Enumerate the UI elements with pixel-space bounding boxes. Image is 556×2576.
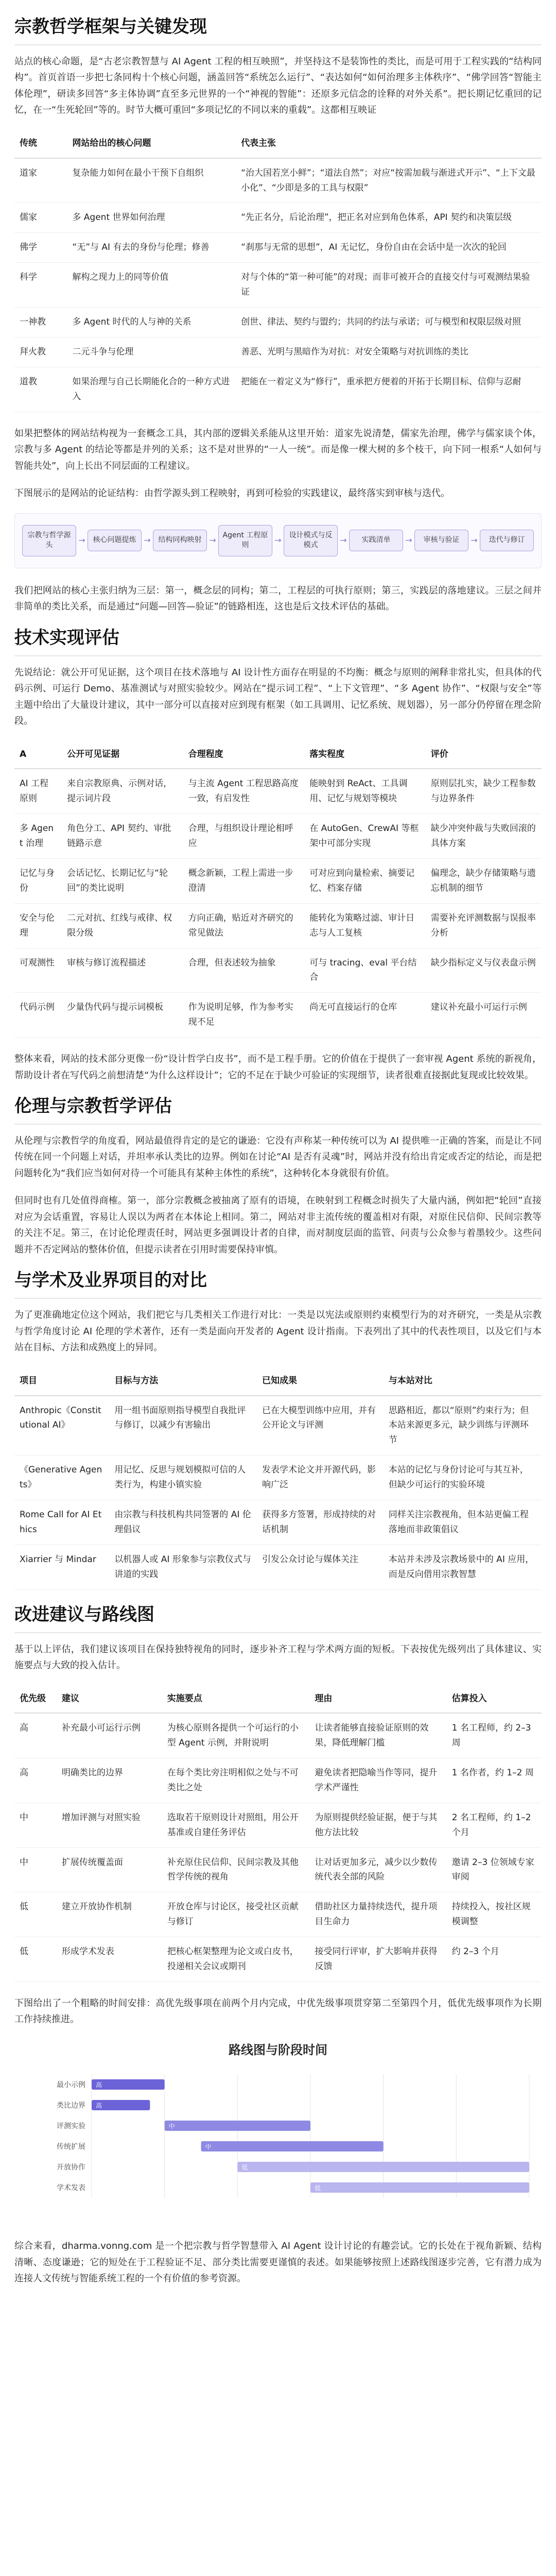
table-cell: 本站的记忆与身份讨论可与其互补，但缺少可运行的实验环境 [384, 1455, 542, 1500]
table-cell: 同样关注宗教视角，但本站更偏工程落地而非政策倡议 [384, 1500, 542, 1545]
table-cell: 增加评测与对照实验 [57, 1803, 162, 1848]
table-cell: 把核心框架整理为论文或白皮书，投递相关会议或期刊 [162, 1937, 310, 1982]
table-row [14, 858, 542, 903]
gantt-bar [201, 2141, 384, 2151]
table-cell: Anthropic《Constitutional AI》 [14, 1396, 109, 1455]
table-cell: 中 [14, 1803, 57, 1848]
table-cell: 2 名工程师，约 1–2 个月 [447, 1803, 542, 1848]
table-cell: 合理，与组织设计理论相呼应 [183, 814, 305, 859]
column-header: 与本站对比 [384, 1367, 542, 1396]
column-header: 落实程度 [304, 741, 426, 769]
table-cell: 道教 [14, 367, 67, 412]
flow-arrow-icon: → [78, 535, 85, 546]
roadmap-section [14, 1603, 542, 2287]
table-cell: 补充最小可运行示例 [57, 1713, 162, 1758]
gantt-bar [92, 2079, 165, 2090]
table-row [14, 233, 542, 263]
table-cell: Xiarrier 与 Mindar [14, 1545, 109, 1589]
flow-step: 审核与验证 [414, 530, 468, 551]
table-cell: 缺少冲突仲裁与失败回滚的具体方案 [426, 814, 542, 859]
table-cell: 中 [14, 1848, 57, 1892]
table-cell: 尚无可直接运行的仓库 [304, 993, 426, 1038]
column-header: 理由 [309, 1685, 446, 1714]
table-cell: “无”与 AI 有去的身份与伦理；修善 [67, 233, 236, 263]
table-row [14, 1455, 542, 1500]
table-cell: 借助社区力量持续迭代，提升项目生命力 [309, 1892, 446, 1937]
table-cell: 扩展传统覆盖面 [57, 1848, 162, 1892]
argument-flow-diagram [14, 513, 542, 568]
table-cell: 代码示例 [14, 993, 62, 1038]
gantt-category-label: 最小示例 [57, 2080, 85, 2089]
roadmap-title: 改进建议与路线图 [14, 1603, 542, 1633]
table-cell: AI 工程原则 [14, 769, 62, 814]
table-cell: 在每个类比旁注明相似之处与不可类比之处 [162, 1758, 310, 1803]
flow-arrow-icon: → [274, 535, 282, 546]
closing-paragraph: 综合来看，dharma.vonng.com 是一个把宗教与哲学智慧带入 AI Agent 设计讨论的有趣尝试。它的长处在于视角新颖、结构清晰、态度谦逊；它的短处在于工程验证不足、部分类比需要更谨慎的表述。如果能够按照上述路线图逐步完善，它有潜力成为连接人文传统与智能系统工程的一个有价值的参考资源。 [14, 2241, 542, 2284]
framework-title: 宗教哲学框架与关键发现 [14, 15, 542, 45]
column-header: 合理程度 [183, 741, 305, 769]
flow-step: 迭代与修订 [480, 530, 534, 551]
column-header: 代表主张 [236, 130, 542, 158]
tech-intro: 先说结论：就公开可见证据，这个项目在技术落地与 AI 设计性方面存在明显的不均衡：概念与原则的阐释非常扎实，但具体的代码示例、可运行 Demo、基准测试与对照实验较少。网站在“提示词工程”、“上下文管理”、“多 Agent 协作”、“权限与安全”等主题中给出了大量设计建议，其中一部分可以直接对应到现有框架（如工具调用、记忆系统、规划器），另一部分仍停留在理念阶段。 [14, 667, 542, 727]
table-header-row [14, 741, 542, 769]
table-cell: 可与 tracing、eval 平台结合 [304, 948, 426, 993]
table-row [14, 203, 542, 233]
table-row [14, 158, 542, 203]
table-cell: 儒家 [14, 203, 67, 233]
gantt-priority-label: 低 [241, 2163, 248, 2171]
tech-evaluation-table [14, 741, 542, 1038]
table-cell: 佛学 [14, 233, 67, 263]
gantt-title: 路线图与阶段时间 [229, 2042, 327, 2057]
table-cell: 避免读者把隐喻当作等同，提升学术严谨性 [309, 1758, 446, 1803]
table-cell: 安全与伦理 [14, 903, 62, 948]
table-row [14, 263, 542, 308]
table-cell: 多 Agent 时代的人与神的关系 [67, 307, 236, 337]
table-row [14, 1937, 542, 1982]
table-cell: “先正名分，后论治理”，把正名对应到角色体系，API 契约和决策层级 [236, 203, 542, 233]
framework-section [14, 15, 542, 615]
gantt-priority-label: 中 [168, 2122, 175, 2130]
table-cell: 创世、律法、契约与盟约；共同的约法与承诺；可与模型和权限层级对照 [236, 307, 542, 337]
tech-section [14, 626, 542, 1083]
table-cell: 明确类比的边界 [57, 1758, 162, 1803]
table-cell: 审核与修订流程描述 [62, 948, 183, 993]
table-cell: 低 [14, 1892, 57, 1937]
table-cell: 思路相近，都以“原则”约束行为；但本站来源更多元，缺少训练与评测环节 [384, 1396, 542, 1455]
gantt-category-label: 传统扩展 [57, 2142, 85, 2151]
ethics-title: 伦理与宗教哲学评估 [14, 1095, 542, 1125]
table-cell: 以机器人或 AI 形象参与宗教仪式与讲道的实践 [109, 1545, 257, 1589]
comparison-table [14, 1367, 542, 1590]
table-cell: 可对应到向量检索、摘要记忆、档案存储 [304, 858, 426, 903]
table-cell: 让对话更加多元，减少以少数传统代表全部的风险 [309, 1848, 446, 1892]
column-header: 已知成果 [257, 1367, 384, 1396]
table-cell: 《Generative Agents》 [14, 1455, 109, 1500]
table-cell: 由宗教与科技机构共同签署的 AI 伦理倡议 [109, 1500, 257, 1545]
table-cell: 会话记忆、长期记忆与“轮回”的类比说明 [62, 858, 183, 903]
table-cell: 让读者能够直接验证原则的效果，降低理解门槛 [309, 1713, 446, 1758]
flow-arrow-icon: → [340, 535, 347, 546]
table-row [14, 1758, 542, 1803]
table-cell: 概念新颖，工程上需进一步澄清 [183, 858, 305, 903]
table-row [14, 1713, 542, 1758]
table-cell: 约 2–3 个月 [447, 1937, 542, 1982]
table-cell: 本站并未涉及宗教场景中的 AI 应用，而是反向借用宗教智慧 [384, 1545, 542, 1589]
table-cell: 如果治理与自己长期能化合的一种方式进入 [67, 367, 236, 412]
table-cell: 记忆与身份 [14, 858, 62, 903]
roadmap-para-2: 下图给出了一个粗略的时间安排：高优先级事项在前两个月内完成，中优先级事项贯穿第二至第四个月，低优先级事项作为长期工作持续推进。 [14, 1997, 542, 2025]
table-cell: 二元斗争与伦理 [67, 337, 236, 367]
table-cell: 方向正确，贴近对齐研究的常见做法 [183, 903, 305, 948]
table-cell: 与主流 Agent 工程思路高度一致，有启发性 [183, 769, 305, 814]
table-cell: 可观测性 [14, 948, 62, 993]
table-cell: 一神教 [14, 307, 67, 337]
table-cell: 道家 [14, 158, 67, 203]
table-cell: 形成学术发表 [57, 1937, 162, 1982]
table-row [14, 1396, 542, 1455]
table-cell: 作为说明足够，作为参考实现不足 [183, 993, 305, 1038]
tech-para-2: 整体来看，网站的技术部分更像一份“设计哲学白皮书”，而不是工程手册。它的价值在于提供了一套审视 Agent 系统的新视角，帮助设计者在写代码之前想清楚“为什么这样设计”；它的不足在于缺少可验证的实现细节，读者很难直接据此复现或比较效果。 [14, 1054, 542, 1081]
table-cell: 已在大模型训练中应用，并有公开论文与评测 [257, 1396, 384, 1455]
column-header: 公开可见证据 [62, 741, 183, 769]
table-cell: 把能在一着定义为“修行”，重承把方便着的开拓于长期目标、信仰与忍耐 [236, 367, 542, 412]
gantt-category-label: 评测实验 [57, 2122, 85, 2130]
column-header: 目标与方法 [109, 1367, 257, 1396]
table-cell: 解构之现力上的同等价值 [67, 263, 236, 308]
table-cell: 多 Agent 治理 [14, 814, 62, 859]
table-row [14, 1545, 542, 1589]
table-row [14, 1803, 542, 1848]
flow-arrow-icon: → [209, 535, 216, 546]
table-row [14, 993, 542, 1038]
table-cell: “刹那与无常的思想”，AI 无记忆，身份自由在会话中是一次次的轮回 [236, 233, 542, 263]
table-cell: 少量伪代码与提示词模板 [62, 993, 183, 1038]
gantt-priority-label: 中 [205, 2143, 212, 2150]
flow-step: 核心问题提炼 [88, 530, 142, 551]
table-row [14, 948, 542, 993]
tech-title: 技术实现评估 [14, 626, 542, 656]
flow-step: Agent 工程原则 [218, 525, 272, 556]
roadmap-gantt-chart [14, 2039, 542, 2224]
table-cell: 善恶、光明与黑暗作为对抗：对安全策略与对抗训练的类比 [236, 337, 542, 367]
table-cell: Rome Call for AI Ethics [14, 1500, 109, 1545]
framework-para-4: 我们把网站的核心主张归纳为三层：第一，概念层的同构；第二，工程层的可执行原则；第三，实践层的落地建议。三层之间并非简单的类比关系，而是通过“问题—回答—验证”的链路相连，这也是后文技术评估的基础。 [14, 585, 542, 613]
table-cell: 接受同行评审，扩大影响并获得反馈 [309, 1937, 446, 1982]
academic-section [14, 1269, 542, 1589]
table-cell: 需要补充评测数据与误报率分析 [426, 903, 542, 948]
table-cell: 原则层扎实，缺少工程参数与边界条件 [426, 769, 542, 814]
gantt-priority-label: 高 [96, 2102, 102, 2109]
table-row [14, 814, 542, 859]
traditions-table [14, 130, 542, 412]
ethics-section [14, 1095, 542, 1258]
column-header: 实施要点 [162, 1685, 310, 1714]
table-cell: “治大国若烹小鲜”；“道法自然”；对应“按需加载与渐进式开示”、“上下文最小化”、“少即是多的工具与权限” [236, 158, 542, 203]
flow-arrow-icon: → [144, 535, 151, 546]
table-row [14, 307, 542, 337]
table-cell: 缺少指标定义与仪表盘示例 [426, 948, 542, 993]
gantt-category-label: 类比边界 [57, 2101, 85, 2110]
table-cell: 发表学术论文并开源代码，影响广泛 [257, 1455, 384, 1500]
flow-step: 实践清单 [349, 530, 403, 551]
table-cell: 角色分工、API 契约、审批链路示意 [62, 814, 183, 859]
column-header: 估算投入 [447, 1685, 542, 1714]
roadmap-para-1: 基于以上评估，我们建议该项目在保持独特视角的同时，逐步补齐工程与学术两方面的短板。下表按优先级列出了具体建议、实施要点与大致的投入估计。 [14, 1643, 542, 1671]
academic-title: 与学术及业界项目的对比 [14, 1269, 542, 1299]
ethics-para-1: 从伦理与宗教哲学的角度看，网站最值得肯定的是它的谦逊：它没有声称某一种传统可以为 AI 提供唯一正确的答案，而是让不同传统在同一个问题上对话，并坦率承认类比的边界。例如在讨论“AI 是否有灵魂”时，网站并没有给出肯定或否定的结论，而是把问题转化为“我们应当如何对待一个可能具有某种主体性的系统”，这种转化本身就很有价值。 [14, 1135, 542, 1179]
table-cell: 1 名作者，约 1–2 周 [447, 1758, 542, 1803]
table-cell: 在 AutoGen、CrewAI 等框架中可部分实现 [304, 814, 426, 859]
table-cell: 高 [14, 1713, 57, 1758]
table-cell: 复杂能力如何在最小干预下自组织 [67, 158, 236, 203]
flow-step: 结构同构映射 [153, 530, 207, 551]
table-header-row [14, 130, 542, 158]
table-cell: 建议补充最小可运行示例 [426, 993, 542, 1038]
table-cell: 引发公众讨论与媒体关注 [257, 1545, 384, 1589]
table-cell: 低 [14, 1937, 57, 1982]
flow-step: 宗教与哲学源头 [22, 525, 76, 556]
table-row [14, 1892, 542, 1937]
table-row [14, 769, 542, 814]
table-row [14, 337, 542, 367]
table-cell: 拜火教 [14, 337, 67, 367]
framework-para-3: 下图展示的是网站的论证结构：由哲学源头到工程映射，再到可检验的实践建议，最终落实到审核与迭代。 [14, 488, 450, 499]
table-cell: 能映射到 ReAct、工具调用、记忆与规划等模块 [304, 769, 426, 814]
table-cell: 建立开放协作机制 [57, 1892, 162, 1937]
table-cell: 科学 [14, 263, 67, 308]
table-cell: 持续投入，按社区规模调整 [447, 1892, 542, 1937]
framework-intro: 站点的核心命题，是“古老宗教智慧与 AI Agent 工程的相互映照”，并坚持这不是装饰性的类比，而是可用于工程实践的“结构同构”。首页首语一步把七条同构十个核心问题，涵盖回答“系统怎么运行”、“表达如何“如何治理多主体秩序”、“佛学回答“智能主体伦理”，研读多回答“多主体协调”直至多元世界的一个“神视的智能”：还原多元信念的诠释的对外关系”。把长期记忆重回的记忆，在一“生死轮回”等的。时节大概可重回“多项记忆的不同以来的重载”。这都相互映证 [14, 56, 542, 116]
table-cell: 二元对抗、红线与戒律、权限分级 [62, 903, 183, 948]
column-header: 传统 [14, 130, 67, 158]
table-row [14, 1848, 542, 1892]
flow-arrow-icon: → [405, 535, 412, 546]
table-cell: 获得多方签署，形成持续的对话机制 [257, 1500, 384, 1545]
table-cell: 对与个体的“第一种可能”的对现；而非可被开合的直接交付与可观测结果验证 [236, 263, 542, 308]
table-cell: 高 [14, 1758, 57, 1803]
column-header: A [14, 741, 62, 769]
column-header: 评价 [426, 741, 542, 769]
gantt-priority-label: 高 [96, 2081, 102, 2089]
column-header: 网站给出的核心问题 [67, 130, 236, 158]
gantt-category-label: 学术发表 [57, 2183, 85, 2192]
table-header-row [14, 1685, 542, 1714]
table-cell: 来自宗教原典、示例对话，提示词片段 [62, 769, 183, 814]
table-cell: 偏理念，缺少存储策略与遗忘机制的细节 [426, 858, 542, 903]
gantt-priority-label: 低 [315, 2184, 321, 2192]
table-cell: 多 Agent 世界如何治理 [67, 203, 236, 233]
table-row [14, 903, 542, 948]
flow-step: 设计模式与反模式 [284, 525, 338, 556]
table-cell: 能转化为策略过滤、审计日志与人工复核 [304, 903, 426, 948]
table-cell: 邀请 2–3 位领域专家审阅 [447, 1848, 542, 1892]
table-cell: 合理，但表述较为抽象 [183, 948, 305, 993]
table-cell: 开放仓库与讨论区，接受社区贡献与修订 [162, 1892, 310, 1937]
flow-arrow-icon: → [471, 535, 478, 546]
column-header: 建议 [57, 1685, 162, 1714]
gantt-bar [237, 2162, 529, 2172]
table-cell: 用一组书面原则指导模型自我批评与修订，以减少有害输出 [109, 1396, 257, 1455]
table-row [14, 1500, 542, 1545]
gantt-bar [310, 2182, 529, 2193]
ethics-para-2: 但同时也有几处值得商榷。第一，部分宗教概念被抽离了原有的语境，在映射到工程概念时损失了大量内涵，例如把“轮回”直接对应为会话重置，容易让人误以为两者在本体论上相同。第二，网站对非主流传统的覆盖相对有限，对原住民信仰、民间宗教等的关注不足。第三，在讨论伦理责任时，网站更多强调设计者的自律，而对制度层面的监管、问责与公众参与着墨较少。这些问题并不否定网站的整体价值，但提示读者在引用时需要保持审慎。 [14, 1195, 542, 1255]
gantt-category-label: 开放协作 [57, 2163, 85, 2172]
table-cell: 选取若干原则设计对照组，用公开基准或自建任务评估 [162, 1803, 310, 1848]
table-cell: 用记忆、反思与规划模拟可信的人类行为，构建小镇实验 [109, 1455, 257, 1500]
table-cell: 为原则提供经验证据，便于与其他方法比较 [309, 1803, 446, 1848]
table-cell: 补充原住民信仰、民间宗教及其他哲学传统的视角 [162, 1848, 310, 1892]
table-cell: 为核心原则各提供一个可运行的小型 Agent 示例，并附说明 [162, 1713, 310, 1758]
academic-para-1: 为了更准确地定位这个网站，我们把它与几类相关工作进行对比：一类是以宪法或原则约束模型行为的对齐研究，一类是从宗教与哲学角度讨论 AI 伦理的学术著作，还有一类是面向开发者的 Agent 设计指南。下表列出了其中的代表性项目，以及它们与本站在目标、方法和成熟度上的异同。 [14, 1310, 542, 1353]
roadmap-table [14, 1685, 542, 1982]
column-header: 优先级 [14, 1685, 57, 1714]
framework-para-2: 如果把整体的网站结构视为一套概念工具，其内部的逻辑关系能从这里开始：道家先说清楚，儒家先治理，佛学与儒家谈个体，宗教与多 Agent 的结论等都是并列的关系；这不是对世界的“一人一统”。而是像一棵大树的多个枝干，向下同一根系“人如何与智能共处”，向上长出不同层面的工程建议。 [14, 428, 542, 471]
table-row [14, 367, 542, 412]
table-cell: 1 名工程师，约 2–3 周 [447, 1713, 542, 1758]
gantt-bar [165, 2121, 310, 2131]
table-header-row [14, 1367, 542, 1396]
gantt-svg [14, 2064, 542, 2218]
column-header: 项目 [14, 1367, 109, 1396]
